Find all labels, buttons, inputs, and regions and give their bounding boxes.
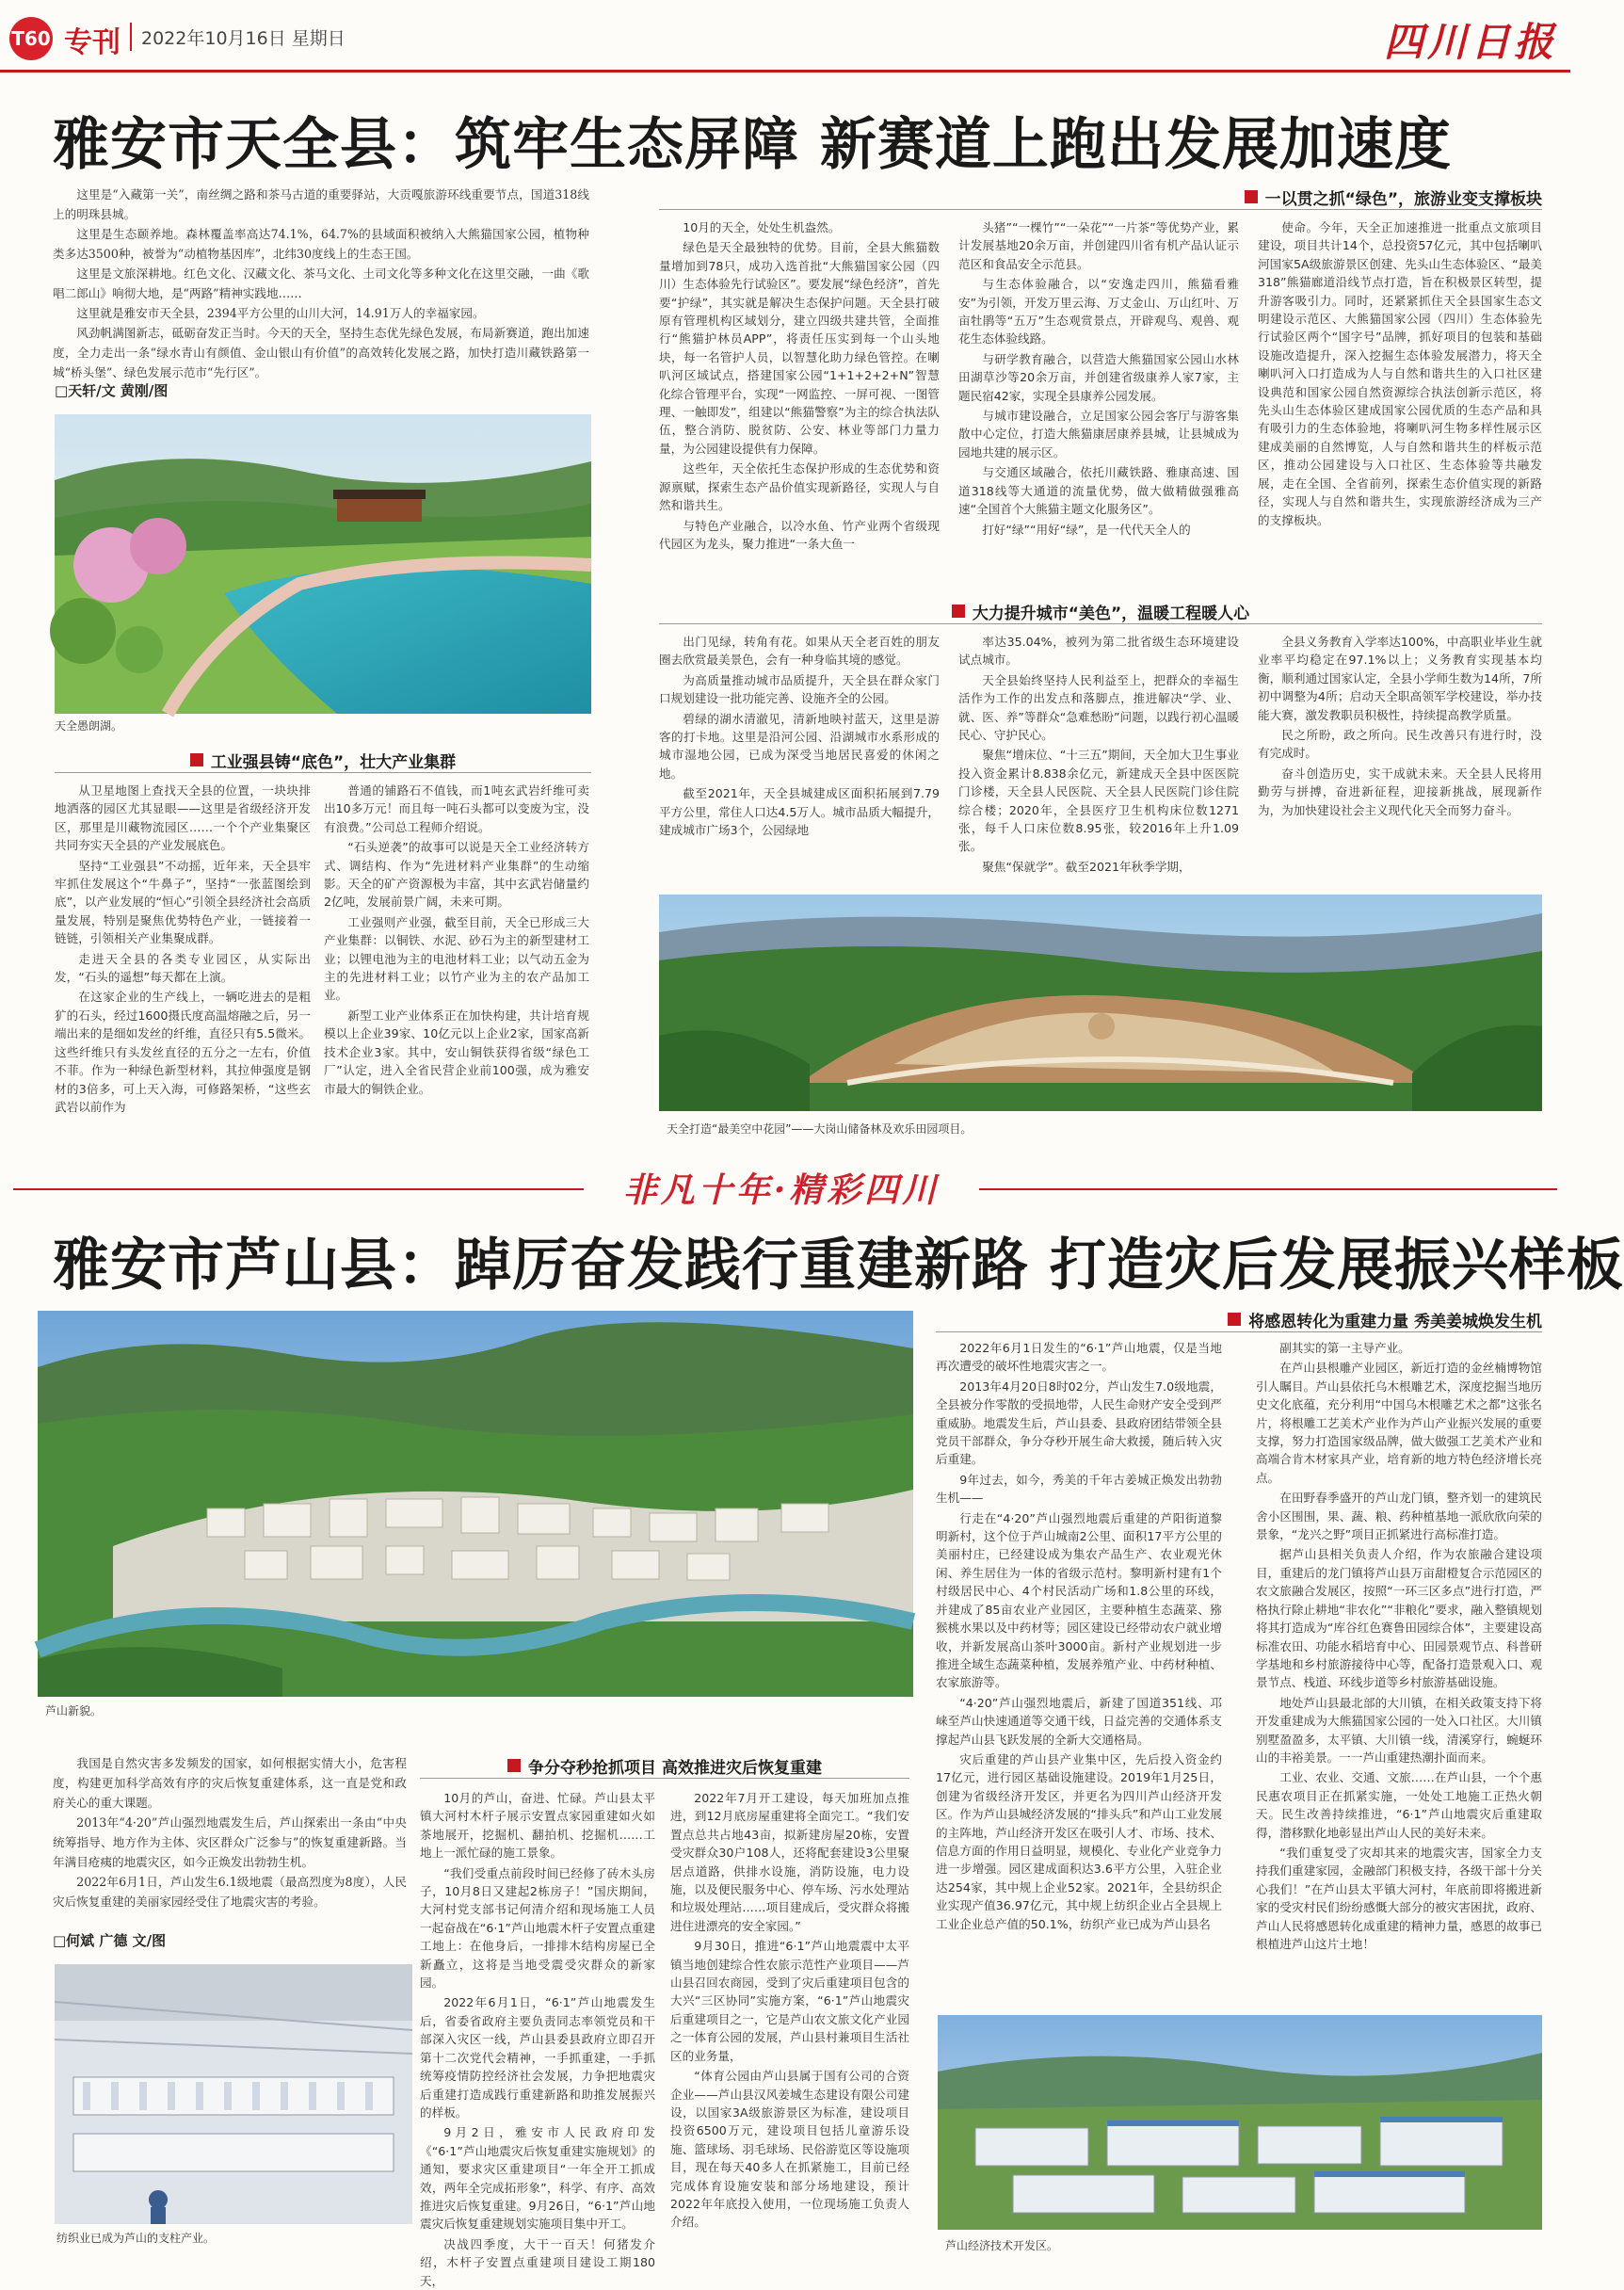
page-number-badge: T60 [9,17,53,60]
article2-photo-textile-caption: 纺织业已成为芦山的支柱产业。 [56,2232,216,2245]
article1-industry-col1: 从卫星地图上查找天全县的位置，一块块排地洒落的园区尤其显眼——这里是省级经济开发区，那里是川藏物流园区……一个个产业集聚区共同夯实天全县的产业发展底色。 坚持“工业强县”不动摇，近年来，天全县牢牢抓住发展这个“牛鼻子”，坚持“一张蓝图绘到底”，以产业发展的“恒心”引领全县经济社会高质量发展，特别是聚焦优势特色产业，一链接着一链链，引领相关产业集聚成群。 走进天全县的各类专业园区，从实际出发，“石头的遥想”每天都在上演。 在这家企业的生产线上，一辆吃进去的是粗犷的石头，经过1600摄氏度高温熔融之后，另一端出来的是细如发丝的纤维，直径只有5.5微米。这些纤维只有头发丝直径的五分之一左右，价值不菲。作为一种绿色新型材料，其拉伸强度是钢材的3倍多，可上天入海，可修路架桥，“这些玄武岩以前作为 [55,783,311,1114]
article1-photo-lake [55,414,591,714]
article2-subhead-gratitude: 将感恩转化为重建力量 秀美姜城焕发生机 [936,1307,1542,1332]
subhead-marker [190,753,203,766]
article1-intro: 这里是“入藏第一关”，南丝绸之路和茶马古道的重要驿站，大贡嘎旅游环线重要节点，国道318线上的明珠县城。 这里是生态颐养地。森林覆盖率高达74.1%，64.7%的县域面积被纳入大熊猫国家公园，植物种类多达3500种，被誉为“动植物基因库”，北纬30度线上的生态王国。 这里是文旅深耕地。红色文化、汉藏文化、茶马文化、土司文化等多种文化在这里交融，一曲《歌唱二郎山》响彻大地，是“两路”精神实践地…… 这里就是雅安市天全县，2394平方公里的山川大河，14.91万人的幸福家园。 风劲帆满图新志，砥砺奋发正当时。今天的天全，坚持生态优先绿色发展，布局新赛道，跑出加速度，全力走出一条“绿水青山有颜值、金山银山有价值”的高效转化发展之路，加快打造川藏铁路第一城“桥头堡”、绿色发展示范市“先行区”。 [53,187,589,379]
subhead-marker [1245,190,1258,203]
article2-byline: □何斌 广德 文/图 [53,1932,167,1949]
article2-headline: 雅安市芦山县：踔厉奋发践行重建新路 打造灾后发展振兴样板 [53,1233,1624,1298]
article2-photo-textile [55,1964,412,2224]
series-banner: 非凡十年·精彩四川 [584,1160,979,1215]
article2-photo-devzone [938,2015,1542,2230]
subhead-marker [952,605,965,618]
article1-city-col2: 率达35.04%，被列为第二批省级生态环境建设试点城市。 天全县始终坚持人民利益至上，把群众的幸福生活作为工作的出发点和落脚点，推进解决“学、业、就、医、养”等群众“急难愁盼”问题，以践行初心温暖民心、守护民心。 聚焦“增床位、“十三五”期间，天全加大卫生事业投入资金累计8.838余亿元，新建成天全县中医医院门诊楼，天全县人民医院、天全县人民医院门诊住院综合楼；2020年，全县医疗卫生机构床位数1271张，每千人口床位数8.95张，较2016年上升1.09张。 聚焦“保就学”。截至2021年秋季学期， [958,635,1239,874]
subhead-marker [507,1759,521,1772]
issue-date: 2022年10月16日 星期日 [141,28,346,49]
article1-photo-lake-caption: 天全愚朗湖。 [55,719,123,733]
article1-subhead-industry: 工业强县铸“底色”，壮大产业集群 [55,748,591,773]
article2-projects-col2: 2022年7月开工建设，每天加班加点推进，到12月底房屋重建将全面完工。“我们安置点总共占地43亩，拟新建房屋20栋，安置受灾群众30户108人，还将配套建设3公里聚居点道路，供排水设施，消防设施，电力设施，以及便民服务中心、停车场、污水处理站和垃圾处理站……项目建成后，受灾群众将搬进住进漂亮的安全家园。” 9月30日，推进“6·1”芦山地震震中太平镇当地创建综合性农旅示范性产业项目——芦山县召回农商园，受到了灾后重建项目包含的大兴“三区协同”实施方案，“6·1”芦山地震灾后重建项目之一，它是芦山农文旅文化产业园之一体育公园的发展，芦山县村兼项目生活社区的业务量， “体育公园由芦山县属于国有公司的合资企业——芦山县汉风姜城生态建设有限公司建设，以国家3A级旅游景区为标准，建设项目投资6500万元，建设项目包括儿童游乐设施、篮球场、羽毛球场、民俗游览区等设施项目，现在每天40多人在抓紧施工，目前已经完成体育设施安装和部分场地建设，预计2022年年底投入使用，一位现场施工负责人介绍。 [670,1791,909,2230]
newspaper-logo: 四川日报 [1383,19,1557,65]
article1-headline: 雅安市天全县：筑牢生态屏障 新赛道上跑出发展加速度 [53,112,1452,178]
article2-projects-col1: 10月的芦山，奋进、忙碌。芦山县太平镇大河村木杆子展示安置点家园重建如火如茶地展开，挖掘机、翻拍机、挖掘机……工地上一派忙碌的施工景象。 “我们受重点前段时间已经修了砖木头房子，10月8日又建起2栋房子！”国庆期间，大河村党支部书记何清介绍和现场施工人员一起奋战在“6·1”芦山地震木杆子安置点重建工地上：在他身后，一排排木结构房屋已全新矗立，这将是当地受震受灾群众的新家园。 2022年6月1日，“6·1”芦山地震发生后，省委省政府主要负责同志率领党员和干部深入灾区一线，芦山县委县政府立即召开第十二次党代会精神，一手抓重建，一手抓统筹疫情防控经济社会发展，力争把地震灾后重建打造成践行重建新路和助推发展振兴的样板。 9月2日，雅安市人民政府印发《“6·1”芦山地震灾后恢复重建实施规划》的通知，要求灾区重建项目“一年全开工抓成效，两年全完成拓形象”，科学、有序、高效推进灾后恢复重建。9月26日，“6·1”芦山地震灾后恢复重建规划实施项目集中开工。 决战四季度，大干一百天！何猪发介绍，木杆子安置点重建项目建设工期180天， [420,1791,655,2288]
header-separator [130,23,132,51]
article1-green-col2: 头猪”“一棵竹”“一朵花”“一片茶”等优势产业，累计发展基地20余万亩，并创建四川省有机产品认证示范区和食品安全示范县。 与生态体验融合，以“安逸走四川，熊猫看雅安”为引领，开发万里云海、万丈金山、万山红叶、万亩牡鹃等“五万”生态观赏景点，开辟观鸟、观兽、观花生态体验线路。 与研学教育融合，以营造大熊猫国家公园山水林田湖草沙等20余万亩，并创建省级康养人家7家，主题民宿42家，实现全县康养公园发展。 与城市建设融合，立足国家公园会客厅与游客集散中心定位，打造大熊猫康居康养县城，让县城成为园地共建的展示区。 与交通区域融合，依托川藏铁路、雅康高速、国道318线等大通道的流量优势，做大做精做强雅高速“全国首个大熊猫主题文化服务区”。 打好“绿”“用好“绿”，是一代代天全人的 [958,220,1239,537]
article1-city-col1: 出门见绿，转角有花。如果从天全老百姓的朋友圈去欣赏最美景色，会有一种身临其境的感觉。 为高质量推动城市品质提升，天全县在群众家门口规划建设一批功能完善、设施齐全的公园。 碧绿的湖水清澈见，清新地映衬蓝天，这里是游客的打卡地。这里是沿河公园、沿湖城市水系形成的城市湿地公园，已成为深受当地居民喜爱的休闲之地。 截至2021年，天全县城建成区面积拓展到7.79平方公里，常住人口达4.5万人。城市品质大幅提升，建成城市广场3个，公园绿地 [659,635,940,838]
article1-green-col1: 10月的天全，处处生机盎然。 绿色是天全最独特的优势。目前，全县大熊猫数量增加到78只，成功入选首批“大熊猫国家公园（四川）生态体验先行试验区”。要发展“绿色经济”，首先要“护绿”，其实就是解决生态保护问题。天全县打破原有管理机构区域划分，建立四级共建共管，全面推行“熊猫护林员APP”，将责任压实到每一个山头地块，每一名管护人员，以智慧化助力绿色管控。在喇叭河区域试点，搭建国家公园“1+1+2+2+N”智慧化综合管理平台，实现“一网监控、一屏可视、一图管理、一触即发”，组建以“熊猫警察”为主的综合执法队伍，整合消防、脱贫防、公安、林业等部门力量力量，为公园建设提供有力保障。 这些年，天全依托生态保护形成的生态优势和资源禀赋，探索生态产品价值实现新路径，实现人与自然和谐共生。 与特色产业融合，以冷水鱼、竹产业两个省级现代园区为龙头，聚力推进“一条大鱼一 [659,220,940,551]
article1-byline: □天轩/文 黄刚/图 [55,382,169,399]
article1-city-col3: 全县义务教育入学率达100%，中高职业毕业生就业率平均稳定在97.1%以上；义务教育实现基本均衡，顺利通过国家认定，全县小学师生数为14所，7所初中调整为4所；启动天全职高领军学校建设，举办技能大赛，激发教职员积极性，持续提高教学质量。 民之所盼，政之所向。民生改善只有进行时，没有完成时。 奋斗创造历史，实干成就未来。天全县人民将用勤劳与拼搏，奋进新征程，迎接新挑战，展现新作为，为加快建设社会主义现代化天全而努力奋斗。 [1258,635,1542,817]
article2-photo-lushan [38,1311,913,1697]
article1-photo-garden [659,895,1542,1111]
article2-gratitude-col1: 2022年6月1日发生的“6·1”芦山地震，仅是当地再次遭受的破坏性地震灾害之一。 2013年4月20日8时02分，芦山发生7.0级地震，全县被分作零散的受损地带，人民生命财产安全受到严重威胁。地震发生后，芦山县委、县政府团结带领全县党员干部群众，争分夺秒开展生命大救援，随后转入灾后重建。 9年过去，如今，秀美的千年古姜城正焕发出勃勃生机—— 行走在“4·20”芦山强烈地震后重建的芦阳街道黎明新村，这个位于芦山城南2公里、面积17平方公里的美丽村庄，已经建设成为集农产品生产、农业观光休闲、养生居住为一体的省级示范村。黎明新村建有1个村级居民中心、4个村民活动广场和1.8公里的环线，并建成了85亩农业产业园区，主要种植生态蔬菜、猕猴桃水果以及中药材等；园区建设已经带动农户就业增收，并新发展高山茶叶3000亩。新村产业规划进一步推进全域生态蔬菜种植，发展养殖产业、中药材种植、农家旅游等。 “4·20”芦山强烈地震后，新建了国道351线、邛崃至芦山快速通道等交通干线，日益完善的交通体系支撑起芦山县飞跃发展的全新大交通格局。 灾后重建的芦山县产业集中区，先后投入资金约17亿元，进行园区基础设施建设。2019年1月25日，创建为省级经济开发区，并更名为四川芦山经济开发区。作为芦山县城经济发展的“排头兵”和芦山工业发展的主阵地，芦山经济开发区在吸引人才、市场、技术、信息方面的作用日益明显，规模化、专业化产业竞争力进一步增强。园区建成面积达3.6平方公里，入驻企业达254家，其中规上企业52家。2021年，全县纺织企业实现产值36.97亿元，其中规上纺织企业占全县规上工业企业总产值的50.1%，纺织产业已成为芦山县名 [936,1341,1222,1931]
subhead-marker [1228,1313,1241,1326]
article1-subhead-city: 大力提升城市“美色”，温暖工程暖人心 [659,599,1542,624]
article2-intro: 我国是自然灾害多发频发的国家，如何根据实情大小，危害程度，构建更加科学高效有序的灾后恢复重建体系，这一直是党和政府关心的重大课题。 2013年“4·20”芦山强烈地震发生后，芦山探索出一条由“中央统筹指导、地方作为主体、灾区群众广泛参与”的恢复重建新路。当年满目疮痍的地震灾区，如今正焕发出勃勃生机。 2022年6月1日，芦山发生6.1级地震（最高烈度为8度），人民灾后恢复重建的美丽家园经受住了地震灾害的考验。 [53,1756,407,1909]
article1-subhead-green: 一以贯之抓“绿色”，旅游业变支撑板块 [659,185,1542,210]
article1-photo-garden-caption: 天全打造“最美空中花园”——大岗山储备林及欢乐田园项目。 [667,1122,973,1136]
section-label: 专刊 [64,26,121,59]
article2-subhead-projects: 争分夺秒抢抓项目 高效推进灾后恢复重建 [420,1753,909,1779]
article2-photo-lushan-caption: 芦山新貌。 [45,1704,103,1718]
article1-industry-col2: 普通的铺路石不值钱，而1吨玄武岩纤维可卖出10多万元！而且每一吨石头都可以变废为宝，没有浪费。”公司总工程师介绍说。 “石头逆袭”的故事可以说是天全工业经济转方式、调结构、作为“先进材料产业集群”的生动缩影。天全的矿产资源极为丰富，其中玄武岩储量约2亿吨，发展前景广阔，未来可期。 工业强则产业强，截至目前，天全已形成三大产业集群：以铜铁、水泥、砂石为主的新型建材工业；以锂电池为主的电池材料工业；以气动五金为主的先进材料工业；以竹产业为主的农产品加工业。 新型工业产业体系正在加快构建，共计培育规模以上企业39家、10亿元以上企业2家，国家高新技术企业3家。其中，安山铜铁获得省级“绿色工厂”认定，进入全省民营企业前100强，成为雅安市最大的铜铁企业。 [324,783,589,1096]
article1-green-col3: 使命。今年，天全正加速推进一批重点文旅项目建设，项目共计14个，总投资57亿元，其中包括喇叭河国家5A级旅游景区创建、先头山生态体验区、“最美318”熊猫廊道沿线节点打造，旨在积极景区转型，提升游客吸引力。同时，还紧紧抓住天全县国家生态文明建设示范区、大熊猫国家公园（四川）生态体验先行试验区两个“国字号”品牌，抓好项目的包装和基础设施改造提升，深入挖掘生态体验发展潜力，将天全喇叭河入口打造成为人与自然和谐共生的入口社区建设典范和国家公园自然资源综合执法创新示范区，将先头山生态体验区建成国家公园优质的生态产品和具有吸引力的生态体验地，将喇叭河生物多样性展示区建成美丽的自然博览，人与自然和谐共生的样板示范区，推动公园建设与入口社区、生态体验等共融发展，走在全国、全省前列，探索生态价值实现的新路径，实现人与自然和谐共生，实现旅游经济成为三产的支撑板块。 [1258,220,1542,527]
header-rule [0,70,1570,73]
article2-photo-devzone-caption: 芦山经济技术开发区。 [945,2239,1059,2252]
article2-gratitude-col2: 副其实的第一主导产业。 在芦山县根雕产业园区，新近打造的金丝楠博物馆引人瞩目。芦山县依托乌木根雕艺术，深度挖掘当地历史文化底蕴，充分利用“中国乌木根雕艺术之都”这张名片，将根雕工艺美术产业作为芦山产业振兴发展的重要支撑，努力打造国家级品牌，做大做强工艺美术产业和高端合肯木材家具产业，培育新的地方特色经济增长亮点。 在田野春季盛开的芦山龙门镇，整齐划一的建筑民舍小区围围，果、蔬、粮、药种植基地一派欣欣向荣的景象，“龙兴之野”项目正抓紧进行高标准打造。 据芦山县相关负责人介绍，作为农旅融合建设项目，重建后的龙门镇将芦山县万亩甜橙复合示范园区的农文旅融合发展区，按照“一环三区多点”进行打造，严格执行除止耕地“非农化”“非粮化”要求，融入整镇规划将其打造成为“库谷红色赛鲁田园综合体”，主要建设高标准农田、功能水稻培育中心、田园景观节点、科普研学基地和乡村旅游接待中心等，配备打造景观入口、观景节点、栈道、环线步道等乡村旅游基础设施。 地处芦山县最北部的大川镇，在相关政策支持下将开发重建成为大熊猫国家公园的一处入口社区。大川镇别墅盈盈多，太平镇、大川镇一线，清溪穿行，蜿蜒环山的丰裕美景。一一芦山重建热潮扑面而来。 工业、农业、交通、文旅……在芦山县，一个个惠民惠农项目正在抓紧实施，一处处工地施工正热火朝天。民生改善持续推进，“6·1”芦山地震灾后重建取得，潜移默化地彰显出芦山人民的美好未来。 “我们重复受了灾却其来的地震灾害，国家全力支持我们重建家园，金融部门积极支持，各级干部十分关心我们！”在芦山县太平镇大河村，年底前即将搬进新家的受灾村民们纷纷感慨大部分的被灾害困扰，政府、芦山人民将感恩转化成重建的精神力量，感恩的故事已根植进芦山这片土地！ [1256,1341,1542,1951]
